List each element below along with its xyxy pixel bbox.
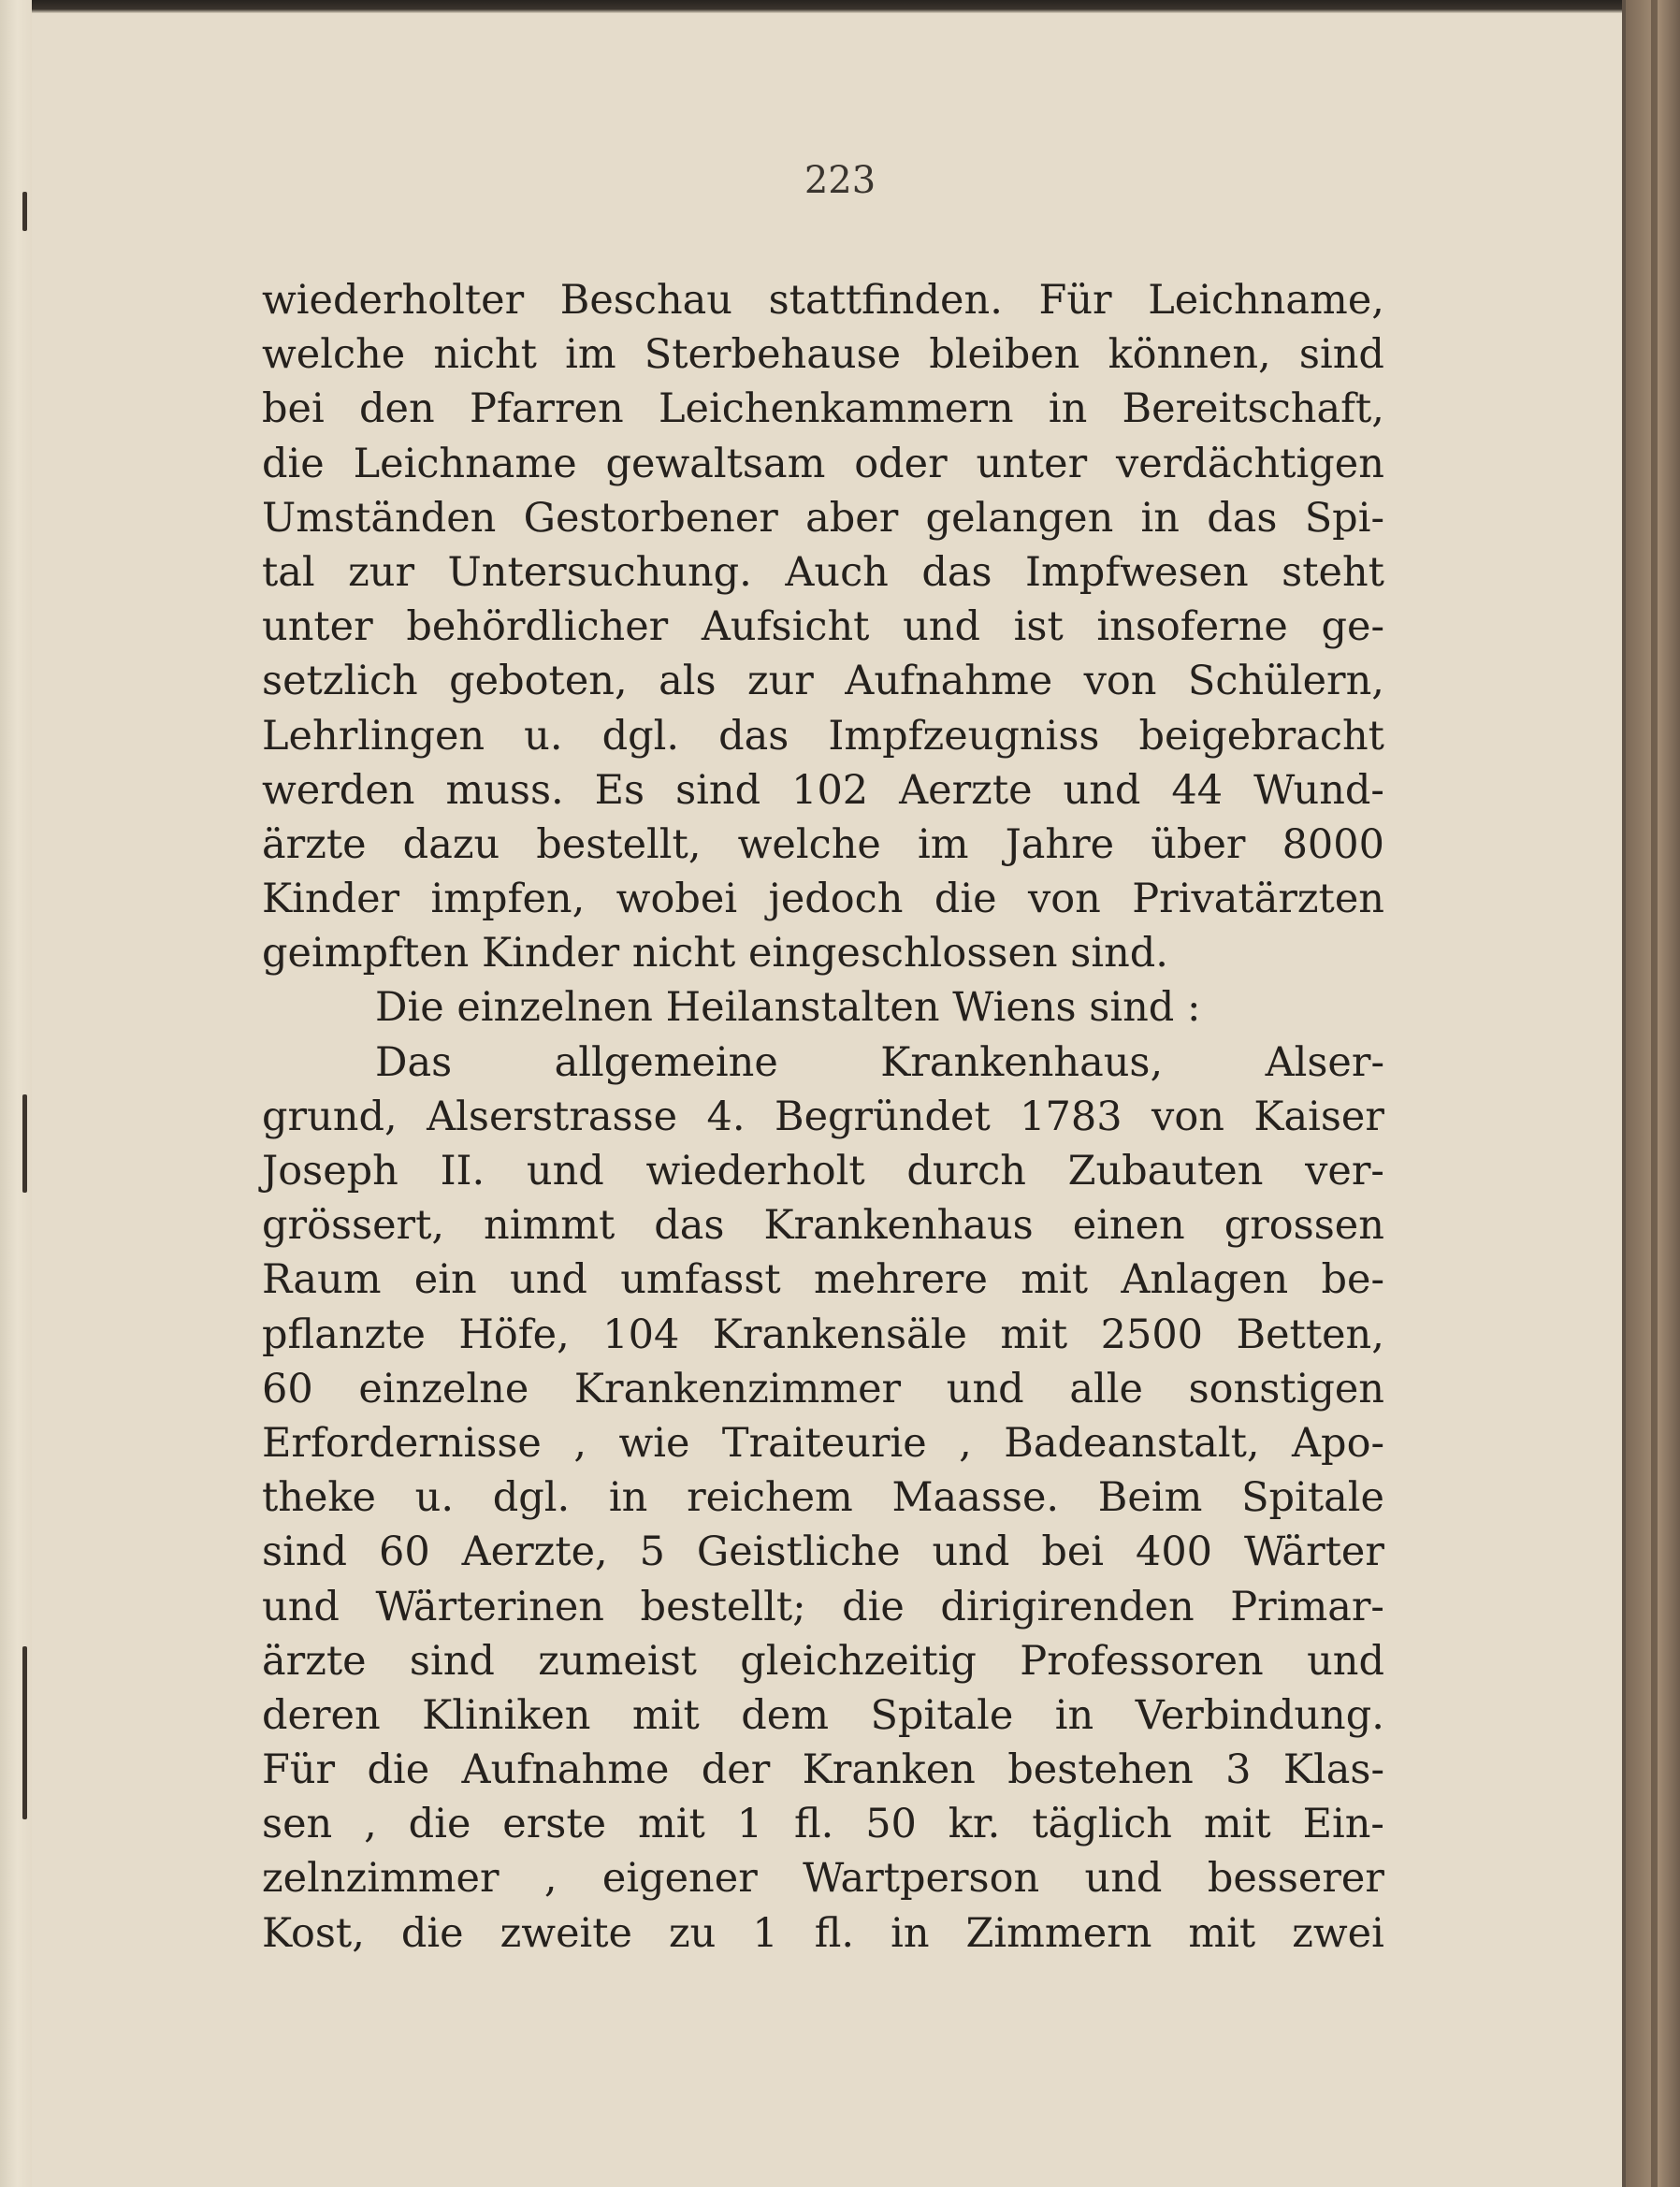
text-line: die Leichname gewaltsam oder unter verdächtigen — [262, 440, 1384, 487]
left-gutter — [0, 0, 32, 2187]
text-line: Kinder impfen, wobei jedoch die von Privatärzten — [262, 876, 1384, 923]
text-line: Lehrlingen u. dgl. das Impfzeugniss beigebracht — [262, 712, 1384, 760]
top-page-edge — [0, 0, 1680, 13]
section-intro-line: Die einzelnen Heilanstalten Wiens sind : — [375, 984, 1201, 1032]
paragraph-end-line: geimpften Kinder nicht eingeschlossen sind. — [262, 930, 1168, 978]
text-line: ärzte sind zumeist gleichzeitig Professoren und — [262, 1637, 1384, 1685]
text-line: sind 60 Aerzte, 5 Geistliche und bei 400 Wärter — [262, 1528, 1384, 1576]
text-line: setzlich geboten, als zur Aufnahme von Schülern, — [262, 658, 1384, 705]
text-line: unter behördlicher Aufsicht und ist insoferne ge- — [262, 603, 1384, 651]
text-line: Umständen Gestorbener aber gelangen in das Spi- — [262, 494, 1384, 542]
text-line: theke u. dgl. in reichem Maasse. Beim Spitale — [262, 1474, 1384, 1522]
text-line: sen , die erste mit 1 fl. 50 kr. täglich mit Ein- — [262, 1801, 1384, 1848]
institution-heading-line: Das allgemeine Krankenhaus, Alser- — [375, 1038, 1384, 1086]
text-line: grund, Alserstrasse 4. Begründet 1783 von Kaiser — [262, 1093, 1384, 1140]
text-line: ärzte dazu bestellt, welche im Jahre über 8000 — [262, 820, 1384, 868]
text-line: Erfordernisse , wie Traiteurie , Badeanstalt, Apo- — [262, 1419, 1384, 1467]
text-line: 60 einzelne Krankenzimmer und alle sonstigen — [262, 1365, 1384, 1412]
body-text — [262, 273, 1384, 1961]
text-line: tal zur Untersuchung. Auch das Impfwesen steht — [262, 548, 1384, 596]
text-line: und Wärterinen bestellt; die dirigirenden Primar- — [262, 1583, 1384, 1630]
text-line: wiederholter Beschau stattfinden. Für Leichname, — [262, 277, 1384, 324]
left-edge-mark — [22, 1094, 27, 1193]
text-line: zelnzimmer , eigener Wartperson und besserer — [262, 1855, 1384, 1903]
right-page-shadow — [1651, 0, 1658, 2187]
page-number: 223 — [804, 159, 876, 202]
text-line: Raum ein und umfasst mehrere mit Anlagen be- — [262, 1256, 1384, 1304]
text-line: bei den Pfarren Leichenkammern in Bereitschaft, — [262, 385, 1384, 433]
text-line: Joseph II. und wiederholt durch Zubauten ver- — [262, 1148, 1384, 1195]
text-line: welche nicht im Sterbehause bleiben können, sind — [262, 331, 1384, 379]
text-line: deren Kliniken mit dem Spitale in Verbindung. — [262, 1691, 1384, 1739]
text-line: werden muss. Es sind 102 Aerzte und 44 Wund- — [262, 766, 1384, 814]
text-line: pflanzte Höfe, 104 Krankensäle mit 2500 Betten, — [262, 1311, 1384, 1358]
left-edge-mark — [22, 1646, 27, 1819]
text-line: Kost, die zweite zu 1 fl. in Zimmern mit zwei — [262, 1909, 1384, 1957]
text-line: grössert, nimmt das Krankenhaus einen grossen — [262, 1202, 1384, 1250]
text-line: Für die Aufnahme der Kranken bestehen 3 Klas- — [262, 1746, 1384, 1794]
